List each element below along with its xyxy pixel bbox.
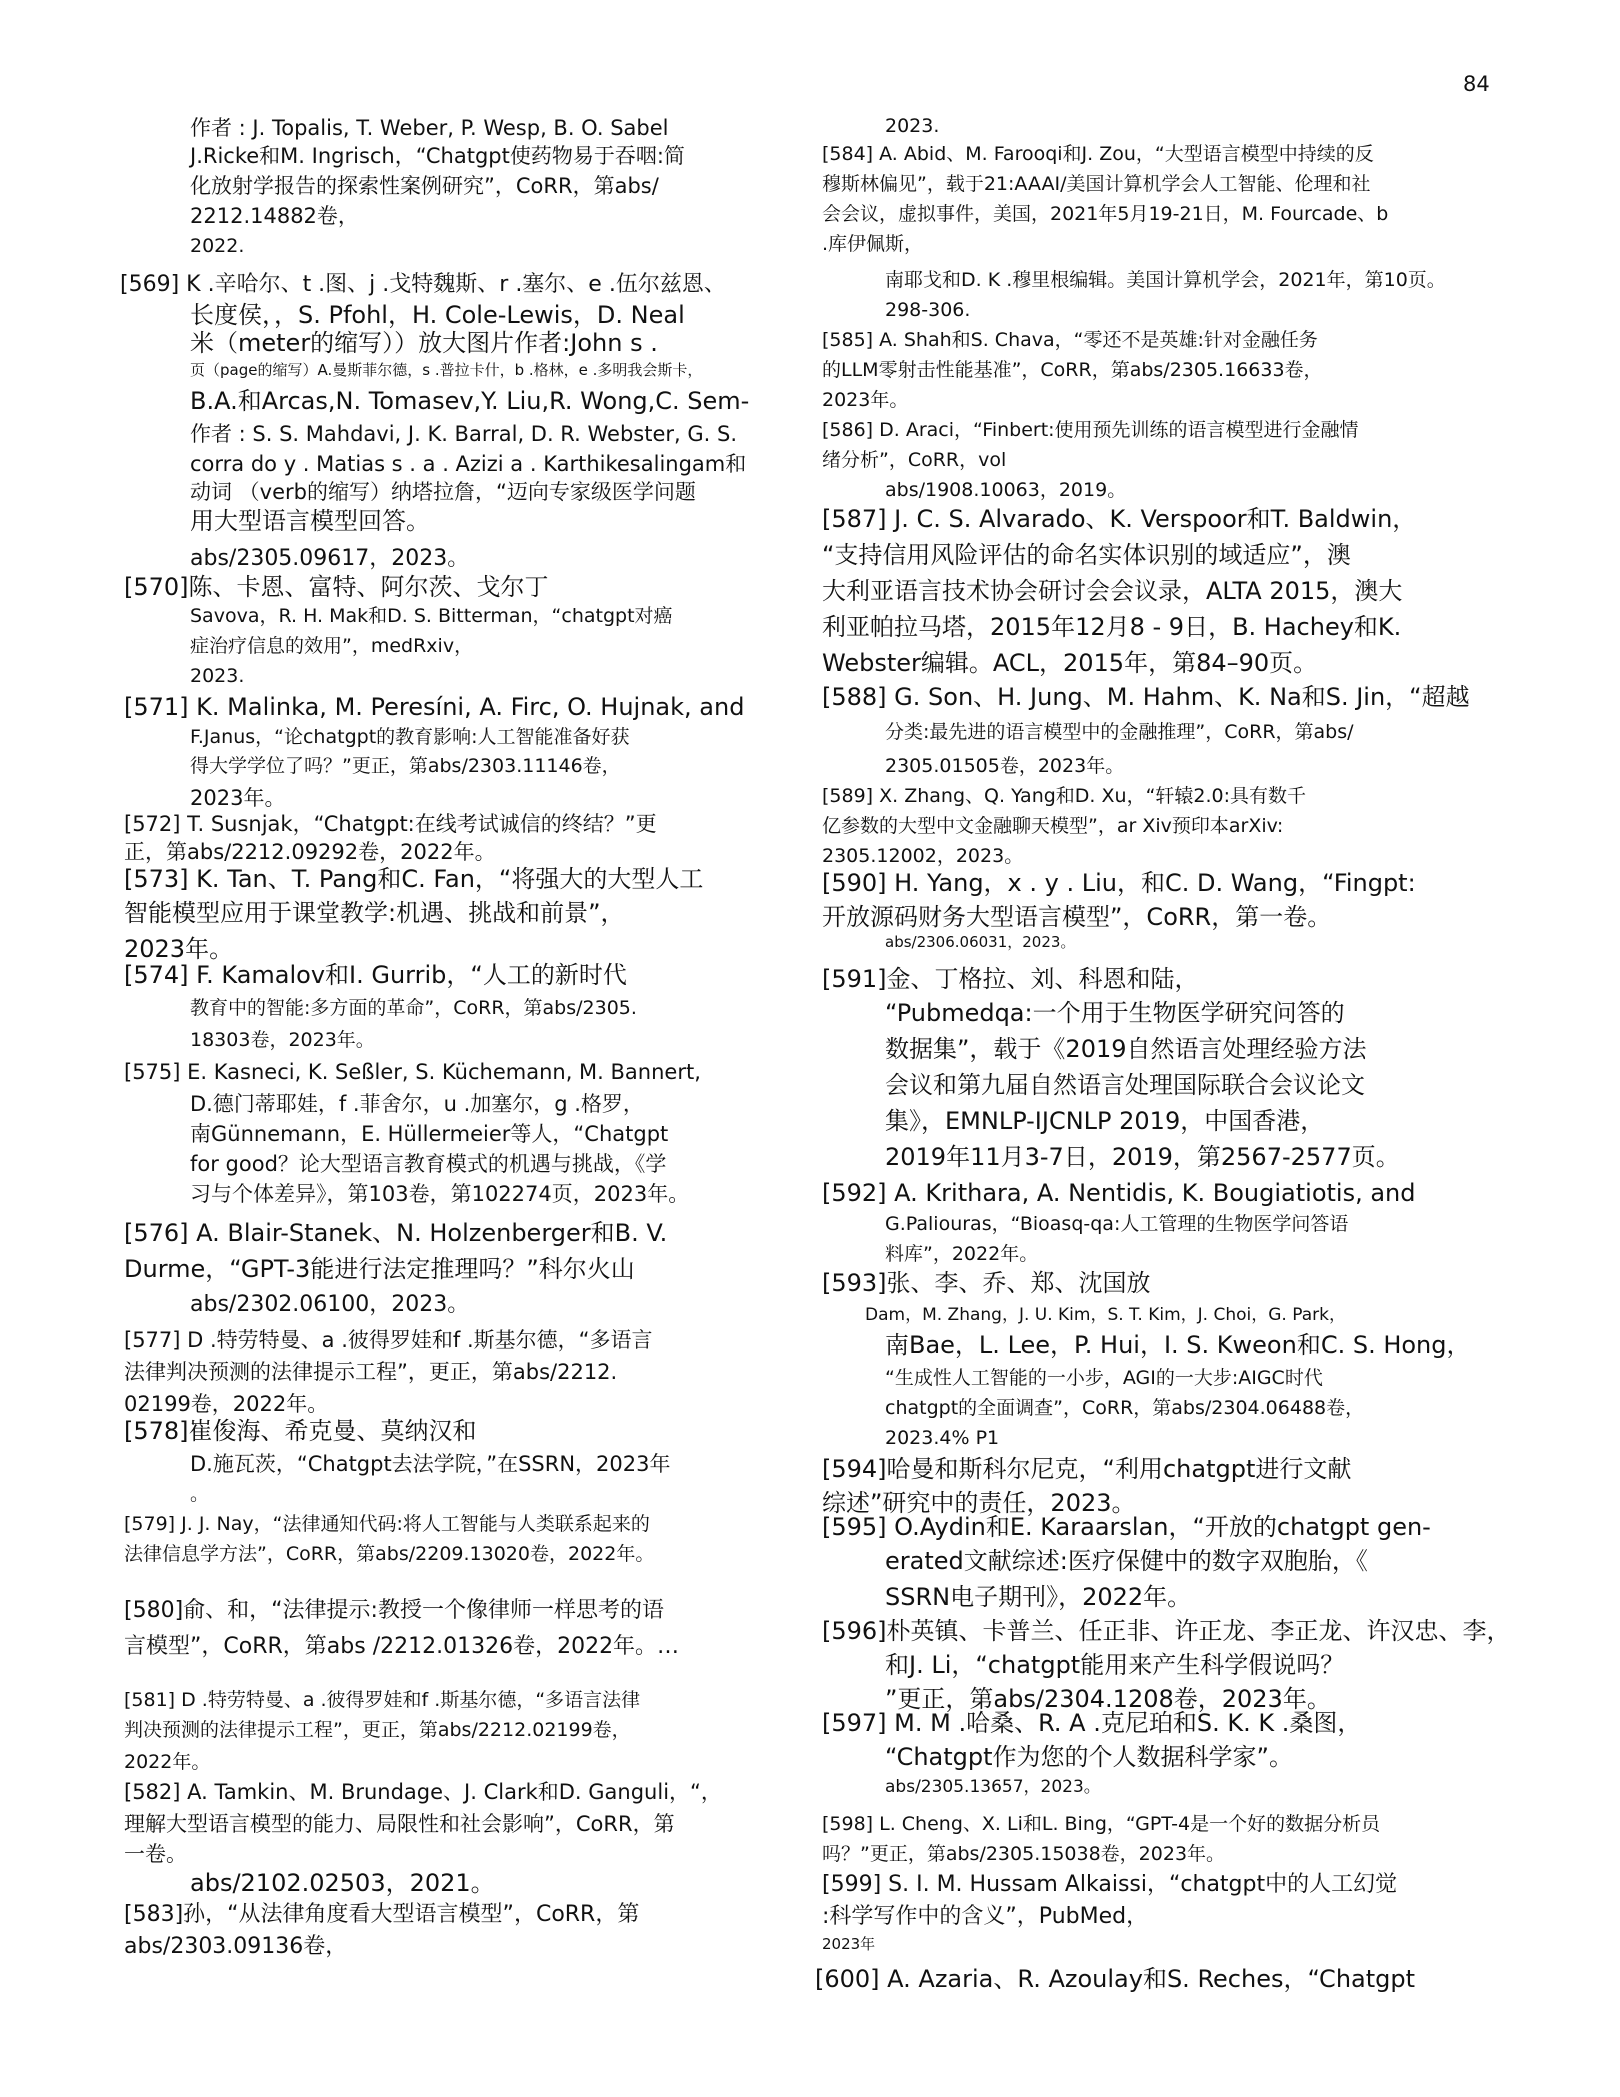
reference-line: 利亚帕拉马塔，2015年12月8 - 9日，B. Hachey和K. [822,613,1402,641]
reference-line: abs/2305.13657，2023。 [885,1777,1101,1797]
reference-line: 穆斯林偏见”，载于21:AAAI/美国计算机学会人工智能、伦理和社 [822,173,1371,195]
reference-line: J.Ricke和M. Ingrisch，“Chatgpt使药物易于吞咽:简 [190,144,685,168]
reference-line: 会议和第九届自然语言处理国际联合会议论文 [885,1071,1365,1099]
reference-line: 吗？”更正，第abs/2305.15038卷，2023年。 [822,1843,1226,1865]
reference-line: for good？论大型语言教育模式的机遇与挑战，《学 [190,1152,667,1176]
reference-line: [579] J. J. Nay，“法律通知代码:将人工智能与人类联系起来的 [124,1513,650,1535]
page-number: 84 [1463,72,1490,96]
reference-line: 一卷。 [124,1842,187,1866]
reference-line: [581] D .特劳特曼、a .彼得罗娃和f .斯基尔德，“多语言法律 [124,1689,641,1711]
reference-line: 理解大型语言模型的能力、局限性和社会影响”，CoRR，第 [124,1812,675,1836]
reference-line: SSRN电子期刊》，2022年。 [885,1583,1192,1611]
reference-line: [580]俞、和，“法律提示:教授一个像律师一样思考的语 [124,1598,664,1623]
reference-line: 页（page的缩写）A.曼斯菲尔德，s .普拉卡什，b .格林，e .多明我会斯卡， [190,361,703,379]
reference-line: 2019年11月3-7日，2019，第2567-2577页。 [885,1143,1400,1171]
reference-line: 症治疗信息的效用”，medRxiv， [190,635,474,657]
reference-line: 正，第abs/2212.09292卷，2022年。 [124,840,496,864]
reference-line: abs/2303.09136卷， [124,1934,348,1959]
reference-line: ”更正，第abs/2304.1208卷，2023年。 [885,1685,1331,1713]
reference-line: 2023年。 [124,935,234,963]
reference-line: [596]朴英镇、卡普兰、任正非、许正龙、李正龙、许汉忠、李， [822,1617,1511,1645]
reference-line: 大利亚语言技术协会研讨会会议录，ALTA 2015，澳大 [822,577,1403,605]
reference-line: 亿参数的大型中文金融聊天模型”，ar Xiv预印本arXiv: [822,815,1284,837]
reference-line: [594]哈曼和斯科尔尼克，“利用chatgpt进行文献 [822,1455,1352,1483]
reference-line: F.Janus，“论chatgpt的教育影响:人工智能准备好获 [190,726,630,748]
reference-line: 02199卷，2022年。 [124,1392,329,1416]
reference-line: 2023年。 [190,786,286,810]
reference-line: corra do y . Matias s . a . Azizi a . Karthikesalingam和 [190,452,747,476]
reference-line: [590] H. Yang，x . y . Liu，和C. D. Wang，“Fingpt: [822,869,1416,897]
reference-line: [591]金、丁格拉、刘、科恩和陆， [822,965,1199,993]
reference-line: 会会议，虚拟事件，美国，2021年5月19-21日，M. Fourcade、b [822,203,1389,225]
reference-line: 2023年。 [822,389,909,411]
reference-line: [599] S. I. M. Hussam Alkaissi，“chatgpt中的人工幻觉 [822,1872,1398,1897]
reference-line: B.A.和Arcas,N. Tomasev,Y. Liu,R. Wong,C. Sem- [190,387,750,415]
reference-line: 化放射学报告的探索性案例研究”，CoRR，第abs/ [190,174,659,198]
reference-line: 分类:最先进的语言模型中的金融推理”，CoRR，第abs/ [885,721,1354,743]
reference-line: 数据集”，载于《2019自然语言处理经验方法 [885,1035,1367,1063]
reference-line: [572] T. Susnjak，“Chatgpt:在线考试诚信的终结？”更 [124,812,657,836]
reference-line: 南Bae，L. Lee，P. Hui，I. S. Kweon和C. S. Hong， [885,1331,1471,1359]
reference-line: D.德门蒂耶娃，f .菲舍尔，u .加塞尔，g .格罗， [190,1092,644,1116]
reference-line: 集》，EMNLP-IJCNLP 2019，中国香港， [885,1107,1325,1135]
reference-line: abs/1908.10063，2019。 [885,479,1127,501]
reference-line: [577] D .特劳特曼、a .彼得罗娃和f .斯基尔德，“多语言 [124,1328,653,1352]
reference-line: [570]陈、卡恩、富特、阿尔茨、戈尔丁 [124,573,549,601]
reference-line: 作者 : J. Topalis, T. Weber, P. Wesp, B. O. Sabel [190,116,669,140]
reference-line: [576] A. Blair-Stanek、N. Holzenberger和B. V. [124,1219,668,1247]
reference-line: 2022. [190,235,245,257]
reference-line: [598] L. Cheng、X. Li和L. Bing，“GPT-4是一个好的数据分析员 [822,1813,1381,1835]
reference-line: “Pubmedqa:一个用于生物医学研究问答的 [885,999,1345,1027]
reference-line: 18303卷，2023年。 [190,1029,375,1051]
reference-line: 长度侯，，S. Pfohl，H. Cole-Lewis，D. Neal [190,301,685,329]
reference-line: 动词 （verb的缩写）纳塔拉詹，“迈向专家级医学问题 [190,480,696,504]
reference-line: [573] K. Tan、T. Pang和C. Fan，“将强大的大型人工 [124,865,704,893]
reference-line: 2212.14882卷， [190,204,359,228]
reference-line: [578]崔俊海、希克曼、莫纳汉和 [124,1417,477,1445]
reference-line: [584] A. Abid、M. Farooqi和J. Zou，“大型语言模型中持续的反 [822,143,1374,165]
reference-line: 绪分析”，CoRR，vol [822,449,1007,471]
reference-line: abs/2302.06100，2023。 [190,1292,470,1317]
reference-line: [574] F. Kamalov和I. Gurrib，“人工的新时代 [124,961,627,989]
reference-line: 和J. Li，“chatgpt能用来产生科学假说吗？ [885,1651,1345,1679]
reference-line: .库伊佩斯， [822,233,924,255]
reference-line: 法律信息学方法”，CoRR，第abs/2209.13020卷，2022年。 [124,1543,655,1565]
reference-line: 法律判决预测的法律提示工程”，更正，第abs/2212. [124,1360,618,1384]
reference-line: [582] A. Tamkin、M. Brundage、J. Clark和D. Ganguli，“， [124,1780,722,1804]
reference-line: “支持信用风险评估的命名实体识别的域适应”，澳 [822,541,1351,569]
reference-line: [595] O.Aydin和E. Karaarslan，“开放的chatgpt gen- [822,1513,1431,1541]
reference-line: chatgpt的全面调查”，CoRR，第abs/2304.06488卷， [885,1397,1365,1419]
reference-line: 米（meter的缩写））放大图片作者:John s . [190,329,658,357]
reference-line: [592] A. Krithara, A. Nentidis, K. Bougiatiotis, and [822,1179,1416,1207]
reference-line: 得大学学位了吗？”更正，第abs/2303.11146卷， [190,755,621,777]
reference-line: 2022年。 [124,1751,211,1773]
reference-line: [589] X. Zhang、Q. Yang和D. Xu，“轩辕2.0:具有数千 [822,785,1307,807]
reference-line: [600] A. Azaria、R. Azoulay和S. Reches，“Chatgpt [815,1965,1416,1993]
reference-line: 南耶戈和D. K .穆里根编辑。美国计算机学会，2021年，第10页。 [885,269,1446,291]
reference-line: 智能模型应用于课堂教学:机遇、挑战和前景”， [124,899,625,927]
reference-line: [586] D. Araci，“Finbert:使用预先训练的语言模型进行金融情 [822,419,1359,441]
reference-line: 言模型”，CoRR，第abs /2212.01326卷，2022年。… [124,1634,680,1659]
reference-line: [587] J. C. S. Alvarado、K. Verspoor和T. Baldwin， [822,505,1417,533]
reference-line: D.施瓦茨，“Chatgpt去法学院，”在SSRN，2023年 [190,1452,671,1476]
reference-line: 。 [190,1483,210,1505]
reference-line: 298-306. [885,299,971,321]
reference-line: [583]孙，“从法律角度看大型语言模型”，CoRR，第 [124,1902,640,1927]
reference-line: [585] A. Shah和S. Chava，“零还不是英雄:针对金融任务 [822,329,1318,351]
reference-line: abs/2305.09617，2023。 [190,546,470,571]
reference-line: 料库”，2022年。 [885,1243,1039,1265]
reference-line: 2023. [885,115,940,137]
reference-line: 的LLM零射击性能基准”，CoRR，第abs/2305.16633卷， [822,359,1323,381]
reference-line: :科学写作中的含义”，PubMed， [822,1904,1149,1929]
reference-line: “Chatgpt作为您的个人数据科学家”。 [885,1743,1293,1771]
reference-line: [571] K. Malinka, M. Peresíni, A. Firc, O. Hujnak, and [124,693,745,721]
reference-line: G.Paliouras，“Bioasq-qa:人工管理的生物医学问答语 [885,1213,1349,1235]
reference-line: Webster编辑。ACL，2015年，第84–90页。 [822,649,1318,677]
reference-line: erated文献综述:医疗保健中的数字双胞胎，《 [885,1547,1368,1575]
reference-line: [569] K .辛哈尔、t .图、j .戈特魏斯、r .塞尔、e .伍尔兹恩、 [120,272,726,297]
reference-line: 综述”研究中的责任，2023。 [822,1489,1136,1517]
reference-line: Durme，“GPT-3能进行法定推理吗？”科尔火山 [124,1255,635,1283]
reference-line: “生成性人工智能的一小步，AGI的一大步:AIGC时代 [885,1367,1323,1389]
reference-line: 2305.12002，2023。 [822,845,1024,867]
reference-line: 习与个体差异》，第103卷，第102274页，2023年。 [190,1182,690,1206]
reference-line: 2023年 [822,1935,876,1953]
reference-line: 2023.4% P1 [885,1427,1000,1449]
reference-line: 南Günnemann，E. Hüllermeier等人，“Chatgpt [190,1122,669,1146]
reference-line: abs/2102.02503，2021。 [190,1869,495,1897]
reference-line: [597] M. M .哈桑、R. A .克尼珀和S. K. K .桑图， [822,1709,1362,1737]
reference-line: Dam，M. Zhang，J. U. Kim，S. T. Kim，J. Choi，G. Park， [865,1305,1346,1325]
reference-line: 2305.01505卷，2023年。 [885,755,1125,777]
reference-line: [575] E. Kasneci, K. Seßler, S. Küchemann, M. Bannert, [124,1060,701,1084]
reference-line: 2023. [190,665,245,687]
reference-line: Savova，R. H. Mak和D. S. Bitterman，“chatgpt对癌 [190,605,673,627]
reference-line: 判决预测的法律提示工程”，更正，第abs/2212.02199卷， [124,1719,631,1741]
reference-line: [593]张、李、乔、郑、沈国放 [822,1269,1151,1297]
reference-line: [588] G. Son、H. Jung、M. Hahm、K. Na和S. Jin，“超越 [822,683,1470,711]
reference-line: 教育中的智能:多方面的革命”，CoRR，第abs/2305. [190,997,637,1019]
reference-line: 用大型语言模型回答。 [190,507,430,535]
reference-line: 作者 : S. S. Mahdavi, J. K. Barral, D. R. Webster, G. S. [190,422,737,446]
reference-line: 开放源码财务大型语言模型”，CoRR，第一卷。 [822,903,1332,931]
reference-line: abs/2306.06031，2023。 [885,933,1076,951]
